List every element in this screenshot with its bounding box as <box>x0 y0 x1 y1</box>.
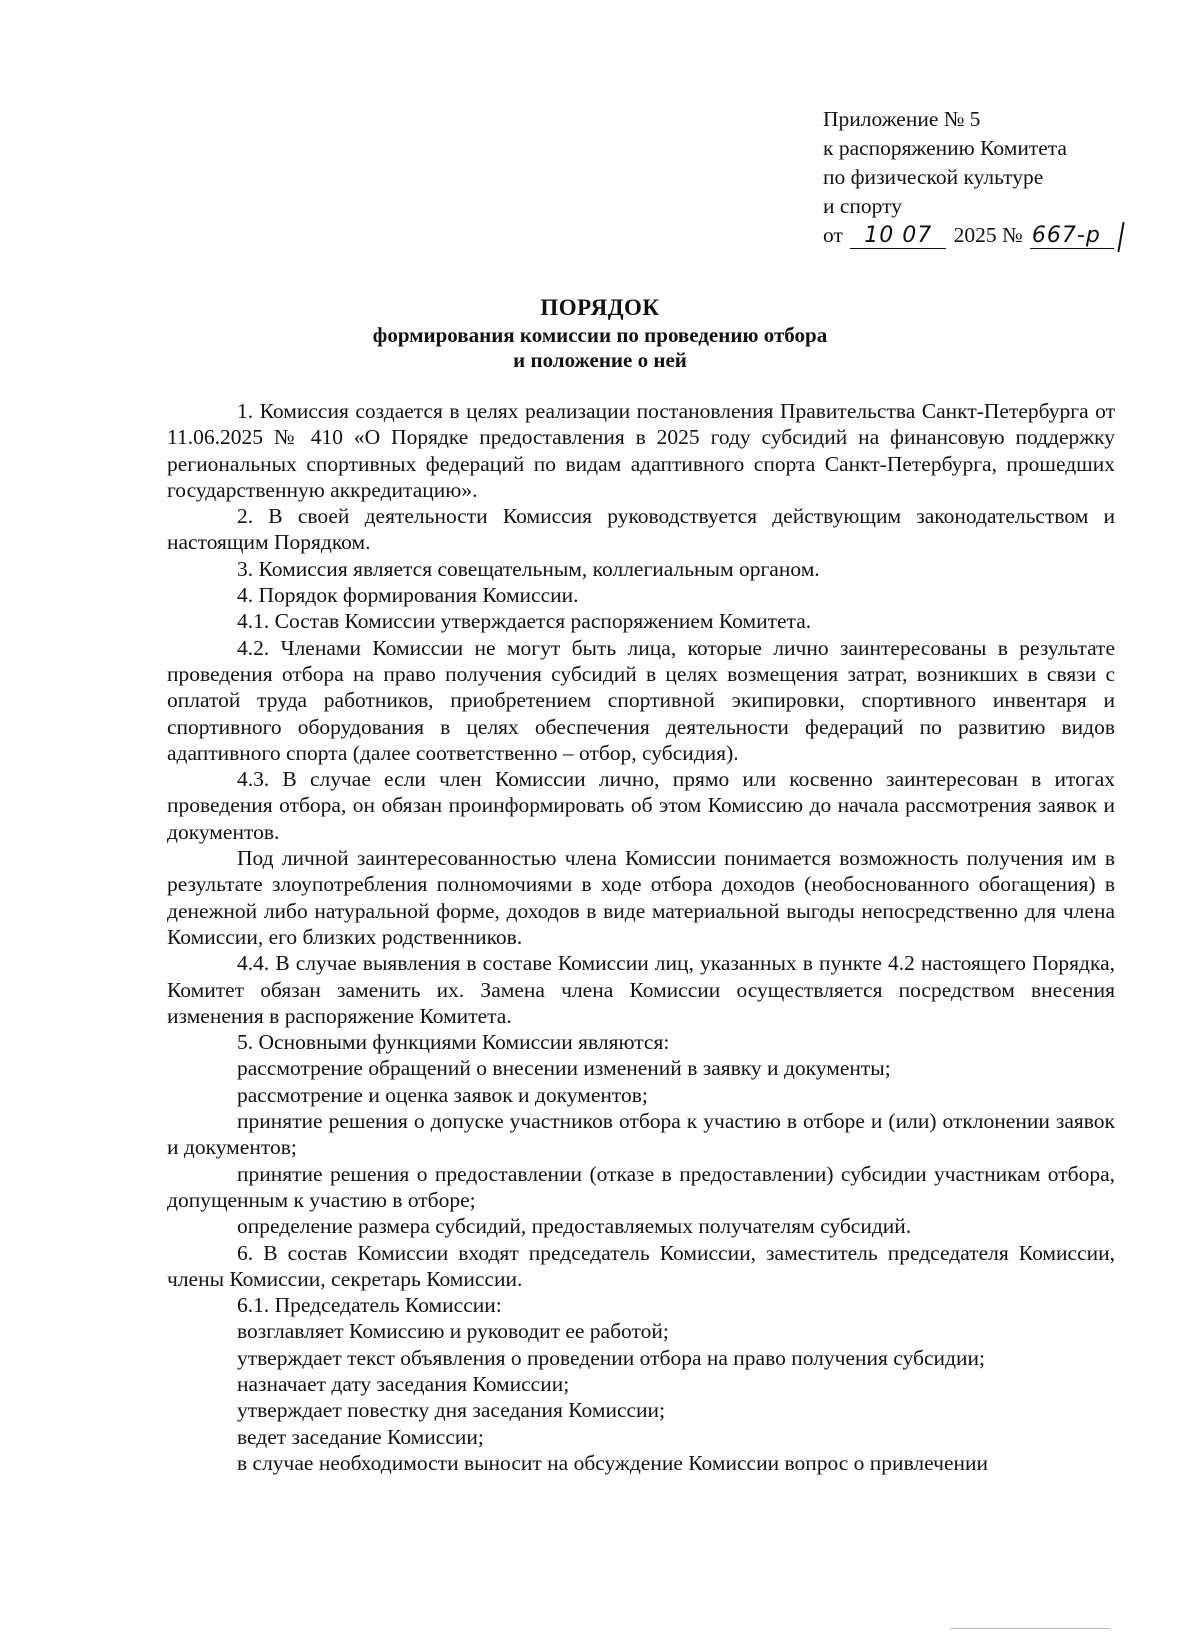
paragraph: 6. В состав Комиссии входят председатель Комиссии, заместитель председателя Комиссии, члены Комиссии, секретарь Комиссии. <box>167 1240 1115 1291</box>
paragraph: в случае необходимости выносит на обсуждение Комиссии вопрос о привлечении <box>237 1450 989 1475</box>
paragraph: 4.3. В случае если член Комиссии лично, прямо или косвенно заинтересован в итогах проведения отбора, он обязан проинформировать об этом Комиссию до начала рассмотрения заявок и документов. <box>167 767 1115 844</box>
scan-edge-line <box>950 1628 1110 1629</box>
paragraph: 6.1. Председатель Комиссии: <box>237 1293 502 1318</box>
handwritten-number <box>1030 224 1114 249</box>
handwritten-date: 10 07 <box>850 224 946 249</box>
paragraph: 2. В своей деятельности Комиссия руководствуется действующим законодательством и настоящим Порядком. <box>167 504 1115 555</box>
appendix-line-2: к распоряжению Комитета <box>823 136 1067 160</box>
year-number-label: 2025 № <box>953 223 1023 247</box>
appendix-line-4: и спорту <box>823 194 903 218</box>
paragraph: Под личной заинтересованностью члена Комиссии понимается возможность получения им в результате злоупотребления полномочиями в ходе отбора доходов (необоснованного обогащения) в денежной либо натуральной форме, доходов в виде материальной выгоды непосредственно для члена Комиссии, его близких родственников. <box>167 846 1115 949</box>
title-main: ПОРЯДОК <box>540 295 660 320</box>
paragraph: назначает дату заседания Комиссии; <box>237 1371 570 1396</box>
paragraph: 4. Порядок формирования Комиссии. <box>237 583 579 608</box>
document-body <box>167 398 1115 1476</box>
appendix-line-1: Приложение № 5 <box>823 107 981 131</box>
paragraph: 4.4. В случае выявления в составе Комиссии лиц, указанных в пункте 4.2 настоящего Порядка, Комитет обязан заменить их. Замена члена Комиссии осуществляется посредством внесения изменения в распоряжение Комитета. <box>167 951 1115 1028</box>
date-prefix: от <box>823 223 843 247</box>
paragraph: определение размера субсидий, предоставляемых получателям субсидий. <box>237 1214 912 1239</box>
handwritten-number-text: 667-р <box>1031 223 1101 248</box>
paragraph: принятие решения о предоставлении (отказе в предоставлении) субсидии участникам отбора, допущенным к участию в отборе; <box>167 1161 1115 1212</box>
appendix-block <box>823 105 1114 250</box>
paragraph: 4.1. Состав Комиссии утверждается распоряжением Комитета. <box>237 609 812 634</box>
paragraph: рассмотрение обращений о внесении изменений в заявку и документы; <box>237 1056 891 1081</box>
paragraph: 3. Комиссия является совещательным, коллегиальным органом. <box>237 556 820 581</box>
paragraph: утверждает текст объявления о проведении отбора на право получения субсидии; <box>237 1345 985 1370</box>
paragraph: 5. Основными функциями Комиссии являются: <box>237 1030 670 1055</box>
title-sub-2: и положение о ней <box>513 348 687 372</box>
paragraph: ведет заседание Комиссии; <box>237 1424 484 1449</box>
paragraph: рассмотрение и оценка заявок и документов; <box>237 1082 648 1107</box>
title-sub-1: формирования комиссии по проведению отбора <box>372 323 828 347</box>
paragraph: возглавляет Комиссию и руководит ее работой; <box>237 1319 669 1344</box>
handwriting-stroke <box>1117 222 1124 252</box>
appendix-date-line <box>823 221 1114 250</box>
paragraph: принятие решения о допуске участников отбора к участию в отборе и (или) отклонении заявок и документов; <box>167 1109 1115 1160</box>
paragraph: 4.2. Членами Комиссии не могут быть лица, которые лично заинтересованы в результате проведения отбора на право получения субсидий в целях возмещения затрат, возникших в связи с оплатой труда работников, приобретением спортивной экипировки, спортивного инвентаря и спортивного оборудования в целях обеспечения деятельности федераций по развитию видов адаптивного спорта (далее соответственно – отбор, субсидия). <box>167 635 1115 765</box>
paragraph: утверждает повестку дня заседания Комиссии; <box>237 1398 666 1423</box>
document-title <box>0 293 1200 373</box>
appendix-line-3: по физической культуре <box>823 165 1044 189</box>
paragraph: 1. Комиссия создается в целях реализации постановления Правительства Санкт-Петербурга от 11.06.2025 № 410 «О Порядке предоставления в 2025 году субсидий на финансовую поддержку региональных спортивных федераций по видам адаптивного спорта Санкт-Петербурга, прошедших государственную аккредитацию». <box>167 399 1115 502</box>
